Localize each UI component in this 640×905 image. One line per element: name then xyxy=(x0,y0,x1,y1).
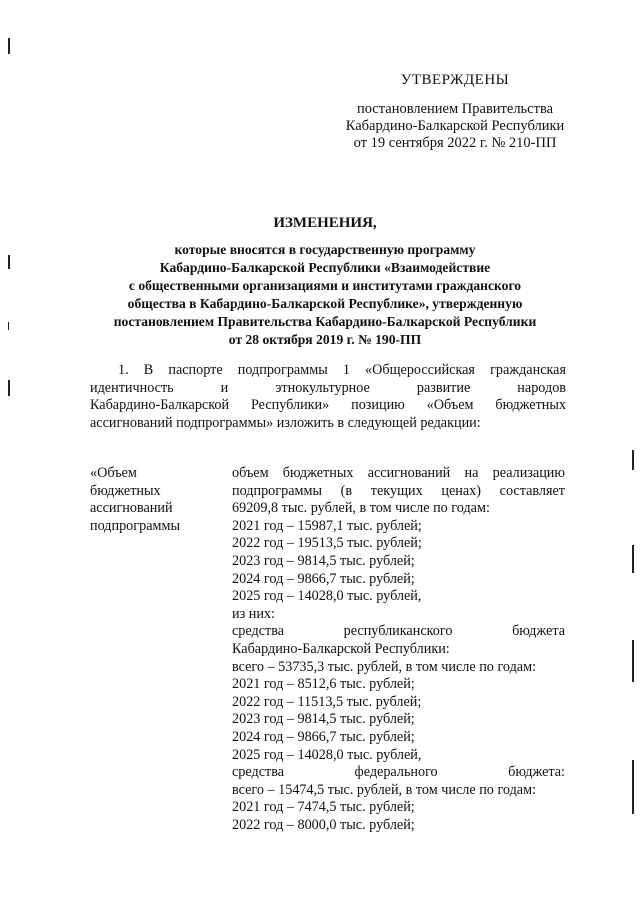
table-right-line: подпрограммы (в текущих ценах) составляет xyxy=(232,482,565,499)
table-right-line: 2022 год – 11513,5 тыс. рублей; xyxy=(232,693,422,710)
paragraph-line: 1. В паспорте подпрограммы 1 «Общероссийская гражданская xyxy=(118,362,566,378)
scan-edge-mark xyxy=(8,380,10,396)
table-right-line: всего – 53735,3 тыс. рублей, в том числе по годам: xyxy=(232,658,537,675)
scan-edge-mark xyxy=(632,760,634,814)
table-right-line: объем бюджетных ассигнований на реализацию xyxy=(232,465,565,481)
scan-edge-mark xyxy=(632,450,634,470)
paragraph-line: идентичность и этнокультурное развитие народов xyxy=(90,379,566,396)
approval-line: от 19 сентября 2022 г. № 210-ПП xyxy=(353,135,557,151)
approval-word: УТВЕРЖДЕНЫ xyxy=(400,72,510,88)
document-subtitle xyxy=(85,241,565,349)
scan-edge-mark xyxy=(8,38,10,54)
table-right-line: 2024 год – 9866,7 тыс. рублей; xyxy=(232,570,415,587)
paragraph-line: Кабардино-Балкарской Республики» позицию «Объем бюджетных xyxy=(90,397,566,414)
table-right-line: 2023 год – 9814,5 тыс. рублей; xyxy=(232,711,415,728)
subtitle-line: от 28 октября 2019 г. № 190-ПП xyxy=(228,332,422,347)
table-left-line: ассигнований xyxy=(90,500,173,517)
subtitle-line: которые вносятся в государственную программу xyxy=(174,242,476,257)
table-right-column xyxy=(232,465,565,834)
approval-block xyxy=(340,72,570,152)
scan-edge-mark xyxy=(8,322,9,330)
approval-line: постановлением Правительства xyxy=(356,101,554,117)
table-left-column xyxy=(90,465,230,535)
table-right-line: 2023 год – 9814,5 тыс. рублей; xyxy=(232,552,415,569)
table-right-line: 2024 год – 9866,7 тыс. рублей; xyxy=(232,728,415,745)
subtitle-line: постановлением Правительства Кабардино-Балкарской Республики xyxy=(113,314,537,329)
table-right-line: Кабардино-Балкарской Республики: xyxy=(232,640,450,657)
subtitle-line: общества в Кабардино-Балкарской Республике», утвержденную xyxy=(127,296,523,311)
table-left-line: бюджетных xyxy=(90,482,161,499)
scan-edge-mark xyxy=(632,640,634,682)
table-right-line: средства республиканского бюджета xyxy=(232,623,565,640)
table-right-line: 2021 год – 7474,5 тыс. рублей; xyxy=(232,799,415,816)
table-left-line: подпрограммы xyxy=(90,517,180,534)
table-right-line: 69209,8 тыс. рублей, в том числе по годам: xyxy=(232,500,490,517)
amendment-paragraph xyxy=(90,362,566,432)
subtitle-line: с общественными организациями и институтами гражданского xyxy=(128,278,522,293)
table-right-line: средства федерального бюджета: xyxy=(232,764,565,781)
table-right-line: 2022 год – 19513,5 тыс. рублей; xyxy=(232,535,422,552)
table-right-line: всего – 15474,5 тыс. рублей, в том числе по годам: xyxy=(232,781,537,798)
table-right-line: 2025 год – 14028,0 тыс. рублей, xyxy=(232,746,422,763)
table-right-line: 2021 год – 15987,1 тыс. рублей; xyxy=(232,517,422,534)
table-left-line: «Объем xyxy=(90,465,137,481)
scan-edge-mark xyxy=(632,545,634,573)
approval-line: Кабардино-Балкарской Республики xyxy=(345,118,565,134)
paragraph-line: ассигнований подпрограммы» изложить в следующей редакции: xyxy=(90,414,481,431)
subtitle-line: Кабардино-Балкарской Республики «Взаимодействие xyxy=(159,260,491,275)
table-right-line: 2022 год – 8000,0 тыс. рублей; xyxy=(232,816,415,833)
table-right-line: 2025 год – 14028,0 тыс. рублей, xyxy=(232,588,422,605)
scan-edge-mark xyxy=(8,255,10,269)
table-right-line: из них: xyxy=(232,605,275,622)
table-right-line: 2021 год – 8512,6 тыс. рублей; xyxy=(232,676,415,693)
document-title: ИЗМЕНЕНИЯ, xyxy=(273,215,377,231)
